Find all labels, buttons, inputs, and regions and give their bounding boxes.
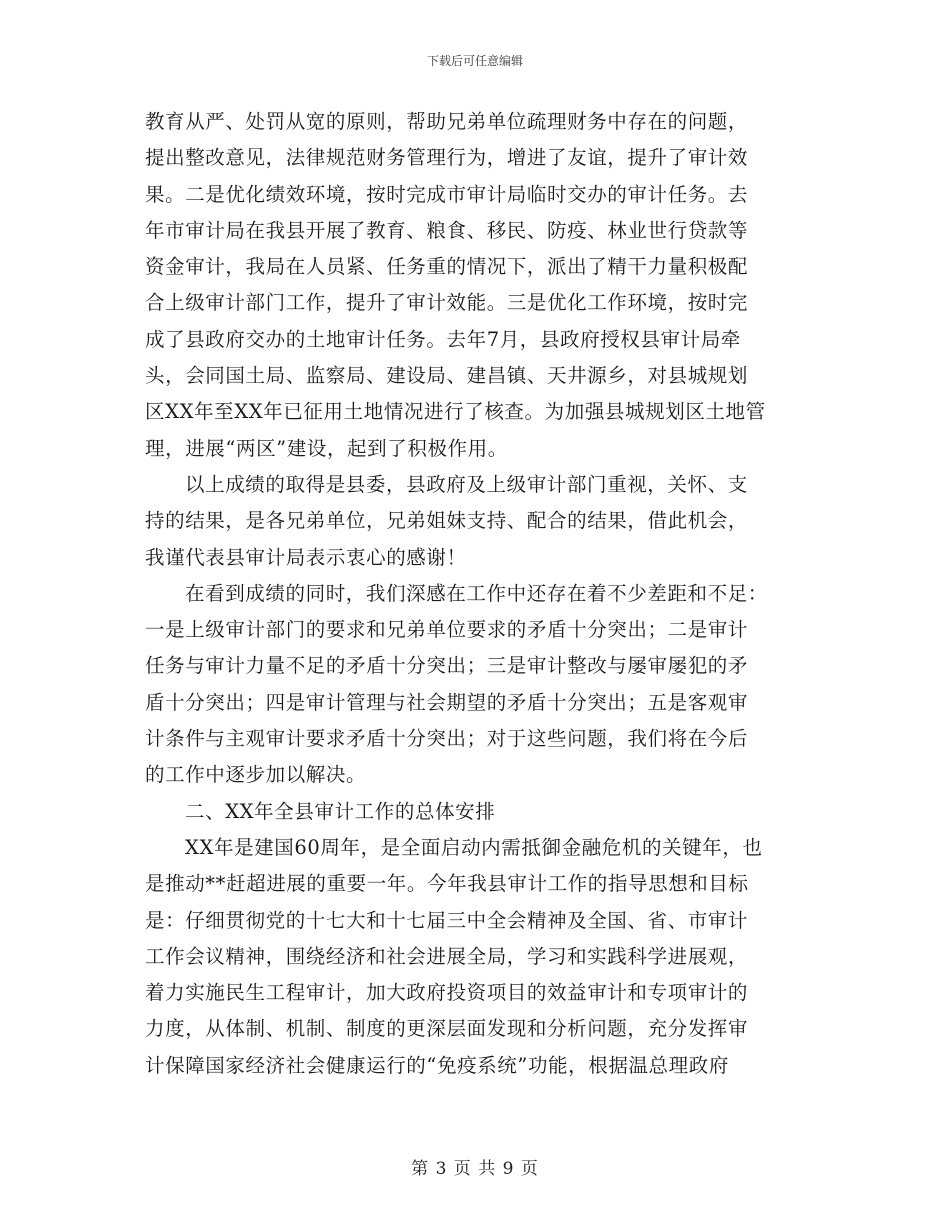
text-line: 一是上级审计部门的要求和兄弟单位要求的矛盾十分突出；二是审计 bbox=[145, 618, 749, 642]
page-number-footer: 第 3 页 共 9 页 bbox=[411, 1159, 539, 1179]
text-line: 果。二是优化绩效环境，按时完成市审计局临时交办的审计任务。去 bbox=[145, 182, 749, 206]
text-line: 工作会议精神，围绕经济和社会进展全局，学习和实践科学进展观， bbox=[145, 944, 749, 968]
text-line: 成了县政府交办的土地审计任务。去年7月，县政府授权县审计局牵 bbox=[145, 327, 741, 351]
text-line: 资金审计，我局在人员紧、任务重的情况下，派出了精干力量积极配 bbox=[145, 255, 749, 279]
text-line: 任务与审计力量不足的矛盾十分突出；三是审计整改与屡审屡犯的矛 bbox=[145, 654, 749, 678]
text-line: 理，进展“两区”建设，起到了积极作用。 bbox=[145, 436, 508, 460]
text-line: 教育从严、处罚从宽的原则，帮助兄弟单位疏理财务中存在的问题， bbox=[145, 110, 749, 133]
text-line: 计保障国家经济社会健康运行的“免疫系统”功能，根据温总理政府 bbox=[145, 1053, 729, 1077]
page-header: 下载后可任意编辑 bbox=[426, 54, 523, 68]
paragraph-first-line: 在看到成绩的同时，我们深感在工作中还存在着不少差距和不足： bbox=[185, 581, 768, 605]
text-line: 的工作中逐步加以解决。 bbox=[145, 763, 367, 787]
text-line: 是：仔细贯彻党的十七大和十七届三中全会精神及全国、省、市审计 bbox=[145, 908, 749, 932]
text-line: 持的结果，是各兄弟单位，兄弟姐妹支持、配合的结果，借此机会， bbox=[145, 509, 749, 533]
text-line: 是推动**赶超进展的重要一年。今年我县审计工作的指导思想和目标 bbox=[145, 872, 749, 896]
text-line: 头，会同国土局、监察局、建设局、建昌镇、天井源乡，对县城规划 bbox=[145, 364, 749, 388]
text-line: 合上级审计部门工作，提升了审计效能。三是优化工作环境，按时完 bbox=[145, 291, 749, 315]
text-line: 年市审计局在我县开展了教育、粮食、移民、防疫、林业世行贷款等 bbox=[145, 218, 749, 242]
paragraph-first-line: XX年是建国60周年，是全面启动内需抵御金融危机的关键年，也 bbox=[185, 835, 763, 859]
document-body bbox=[145, 104, 813, 1084]
text-line: 区XX年至XX年已征用土地情况进行了核查。为加强县城规划区土地管 bbox=[145, 400, 766, 424]
section-heading: 二、XX年全县审计工作的总体安排 bbox=[185, 799, 496, 823]
text-line: 提出整改意见，法律规范财务管理行为，增进了友谊，提升了审计效 bbox=[145, 146, 749, 170]
text-line: 着力实施民生工程审计，加大政府投资项目的效益审计和专项审计的 bbox=[145, 981, 749, 1005]
text-line: 我谨代表县审计局表示衷心的感谢！ bbox=[145, 545, 467, 569]
paragraph-first-line: 以上成绩的取得是县委，县政府及上级审计部门重视，关怀、支 bbox=[185, 472, 748, 496]
text-line: 力度，从体制、机制、制度的更深层面发现和分析问题，充分发挥审 bbox=[145, 1017, 749, 1041]
text-line: 计条件与主观审计要求矛盾十分突出；对于这些问题，我们将在今后 bbox=[145, 727, 749, 751]
text-line: 盾十分突出；四是审计管理与社会期望的矛盾十分突出；五是客观审 bbox=[145, 690, 749, 714]
